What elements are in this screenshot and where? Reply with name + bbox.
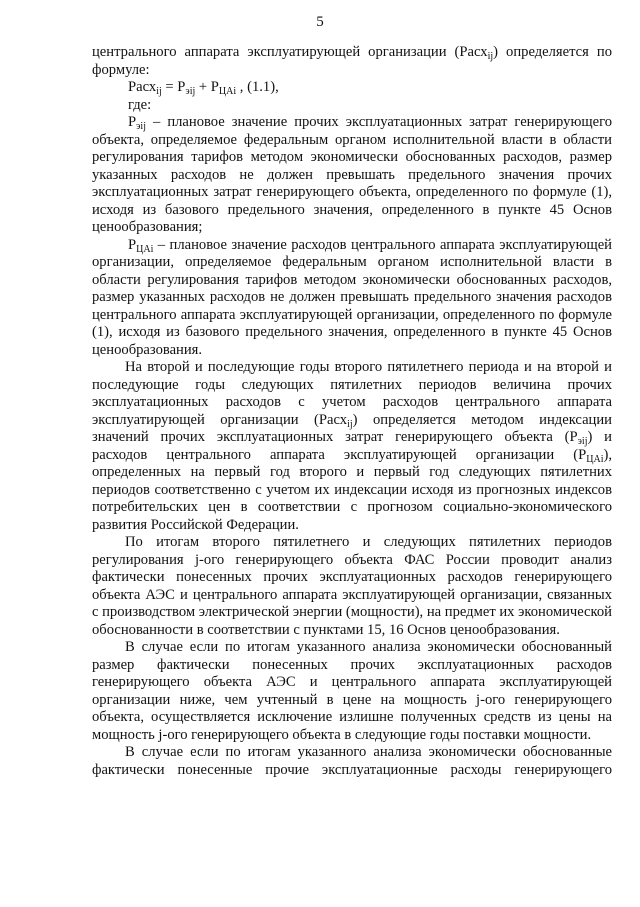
definition-p-tsai — [92, 237, 612, 360]
formula-term-2-subscript: ЦАi — [218, 86, 237, 97]
paragraph-analysis: По итогам второго пятилетнего и следующих пятилетних периодов регулирования j-ого генерирующего объекта ФАС России проводит анализ фактически понесенных прочих эксплуатационных расходов генерирующего объекта АЭС и центрального аппарата эксплуатирующей организации, связанных с производством электрической энергии (мощности), на предмет их экономической обоснованности в соответствии с пунктами 15, 16 Основ ценообразования. — [92, 534, 612, 638]
intro-symbol-subscript: ij — [487, 51, 494, 62]
paragraph-indexation-part-d: ), определенных на первый год второго и первый год следующих пятилетних периодов соответственно с учетом их индексации исходя из прогнозных индексов потребительских цен в соответствии с прогнозом социально-экономического развития Российской Федерации. — [92, 446, 612, 533]
where-label: где: — [128, 96, 152, 113]
definition-2-text: – плановое значение расходов центрального аппарата эксплуатирующей организации, определяемое федеральным органом исполнительной власти в области регулирования тарифов методом экономически обоснованных расходов, размер указанных расходов не должен превышать предельного значения расходов центрального аппарата эксплуатирующей организации, определенного по формуле (1), исходя из базового предельного значения, определенного в пункте 45 Основ ценообразования. — [92, 236, 612, 358]
formula-1-1 — [92, 79, 612, 97]
formula-number: , (1.1), — [236, 79, 279, 95]
definition-1-text: – плановое значение прочих эксплуатационных затрат генерирующего объекта, определяемое федеральным органом исполнительной власти в области регулирования тарифов методом экономически обоснованных расходов, размер указанных расходов не должен превышать предельного значения прочих эксплуатационных затрат генерирующего объекта, определенного по формуле (1), исходя из базового предельного значения, определенного в пункте 45 Основ ценообразования; — [92, 114, 612, 235]
paragraph-indexation — [92, 359, 612, 534]
paragraph-indexation-symbol-1-subscript: ij — [347, 418, 353, 430]
formula-plus: + — [195, 79, 211, 95]
intro-tail: ) определяется по формуле: — [92, 44, 612, 78]
paragraph-exclusion: В случае если по итогам указанного анализа экономически обоснованный размер фактически понесенных прочих эксплуатационных расходов генерирующего объекта АЭС и центрального аппарата эксплуатирующей организации ниже, чем учтенный в цене на мощность j-ого генерирующего объекта, осуществляется исключение излишне полученных средств из цены на мощность j-ого генерирующего объекта в следующие годы поставки мощности. — [92, 639, 612, 743]
formula-term-1-subscript: эij — [185, 86, 196, 97]
intro-symbol: Расх — [459, 44, 488, 60]
formula-term-1: Р — [177, 79, 186, 95]
definition-2-symbol: Р — [128, 236, 137, 253]
formula-lhs-subscript: ij — [156, 86, 162, 97]
paragraph-indexation-part-a: На второй и последующие годы второго пятилетнего периода и на второй и последующие годы следующих пятилетних периодов величина прочих эксплуатационных расходов с учетом расходов центрального аппарата эксплуатирующей организации ( — [92, 359, 612, 428]
paragraph-indexation-symbol-2: Р — [569, 429, 578, 445]
page-number: 5 — [316, 14, 324, 30]
paragraph-indexation-symbol-3: Р — [578, 446, 587, 463]
definition-2-subscript: ЦАi — [136, 243, 154, 255]
formula-term-2: Р — [210, 79, 219, 95]
paragraph-indexation-symbol-1: Расх — [318, 411, 348, 428]
intro-text: центрального аппарата эксплуатирующей организации ( — [92, 44, 460, 60]
paragraph-indexation-symbol-3-subscript: ЦАi — [586, 453, 604, 465]
paragraph-continuation: В случае если по итогам указанного анализа экономически обоснованные фактически понесенные прочие эксплуатационные расходы генерирующего — [92, 744, 612, 778]
definition-1-symbol: Р — [128, 114, 137, 130]
definition-p-eij — [92, 114, 612, 237]
intro-paragraph — [92, 44, 612, 79]
formula-lhs: Расх — [128, 79, 157, 95]
paragraph-indexation-symbol-2-subscript: эij — [577, 436, 588, 447]
formula-equals: = — [161, 79, 178, 95]
paragraph-indexation-part-b: ) определяется методом индексации значений прочих эксплуатационных затрат генерирующего объекта ( — [92, 411, 612, 445]
document-body — [92, 44, 612, 779]
definition-1-subscript: эij — [136, 121, 146, 132]
paragraph-indexation-part-c: ) и расходов центрального аппарата эксплуатирующей организации ( — [92, 429, 612, 463]
